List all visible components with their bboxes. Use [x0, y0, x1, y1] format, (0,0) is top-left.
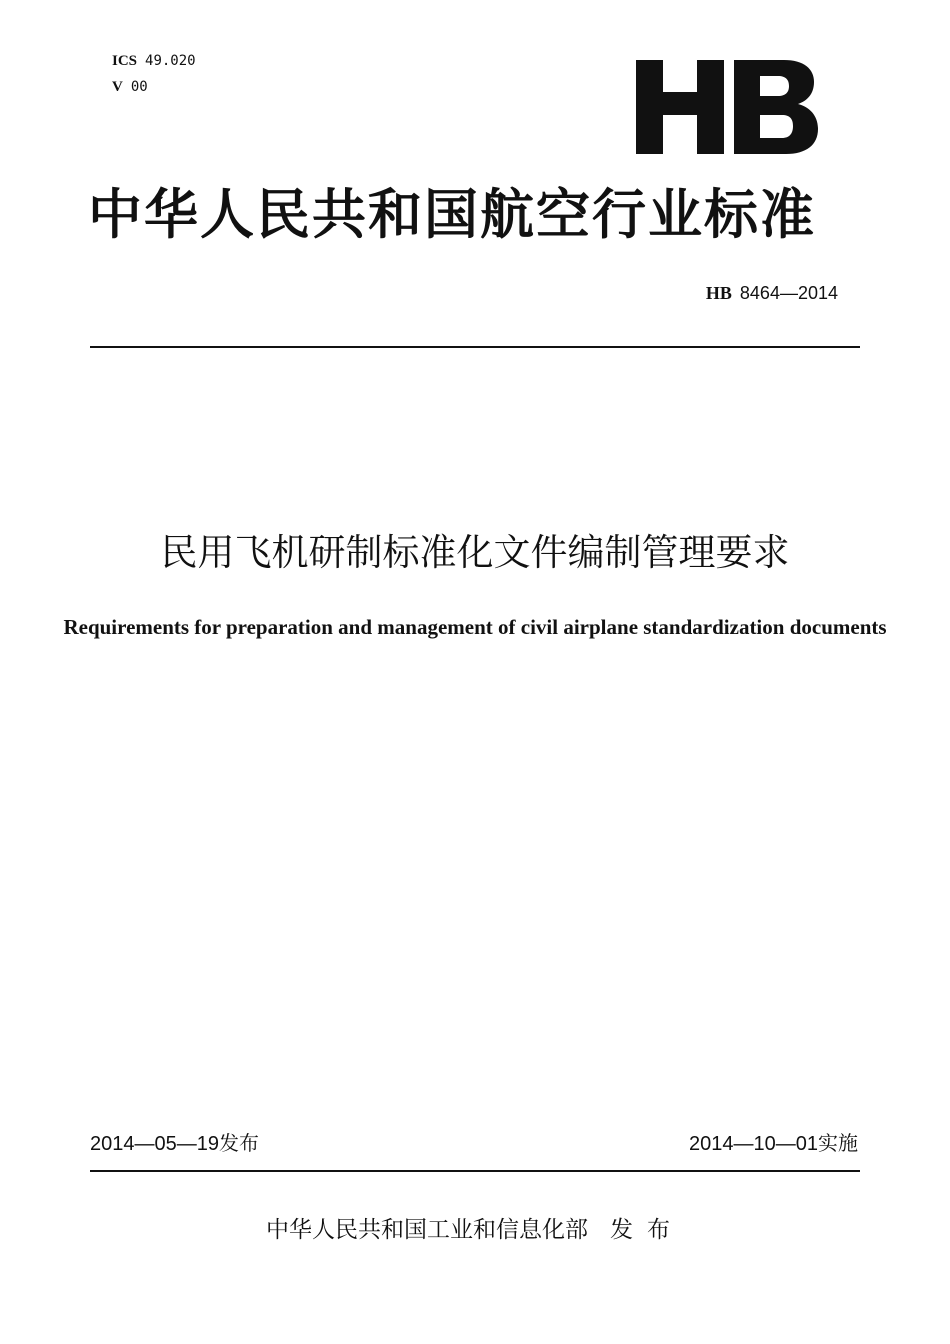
- document-title-cn: 民用飞机研制标准化文件编制管理要求: [160, 531, 790, 574]
- ics-classification: [112, 51, 196, 70]
- issue-date: [90, 1129, 259, 1158]
- standard-number: [706, 283, 838, 304]
- publisher: [0, 1213, 950, 1247]
- issuer-title: 中华人民共和国航空行业标准: [88, 183, 816, 246]
- standard-code: 8464—2014: [739, 283, 838, 303]
- header-divider: [90, 346, 860, 348]
- ccs-classification: [112, 77, 148, 96]
- footer-divider: [90, 1170, 860, 1172]
- ccs-value: 00: [130, 79, 148, 95]
- standard-prefix: HB: [705, 283, 732, 303]
- hb-logo: [636, 60, 818, 154]
- implementation-date-label: 实施: [818, 1131, 858, 1155]
- issue-date-label: 发布: [218, 1131, 259, 1155]
- document-title-en: Requirements for preparation and management of civil airplane standardization documents: [63, 615, 887, 639]
- issue-date-value: 2014—05—19: [90, 1133, 219, 1155]
- ccs-label: V: [112, 79, 123, 95]
- implementation-date: [689, 1129, 858, 1158]
- ics-label: ICS: [112, 53, 138, 69]
- publisher-name: 中华人民共和国工业和信息化部: [266, 1217, 588, 1243]
- publisher-action: 发布: [610, 1217, 684, 1243]
- implementation-date-value: 2014—10—01: [689, 1133, 818, 1155]
- ics-value: 49.020: [145, 53, 196, 69]
